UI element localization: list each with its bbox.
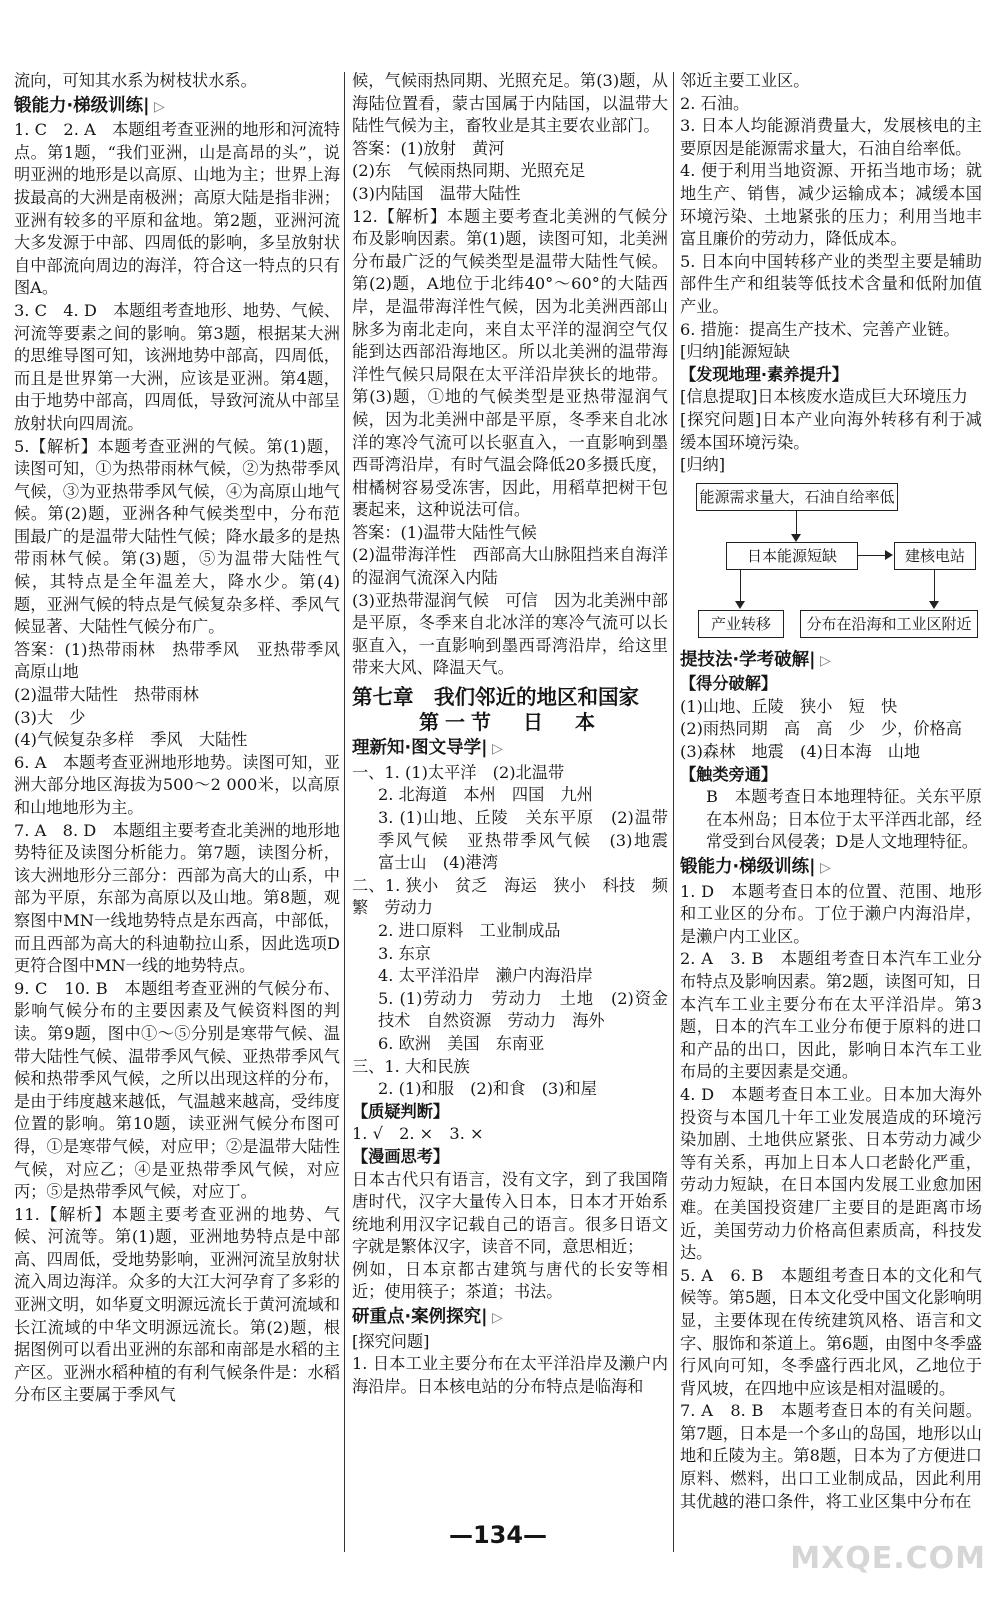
paragraph: 一、1. (1)太平洋 (2)北温带 [352,762,565,782]
column-left [14,70,357,1407]
paragraph: 6. 欧洲 美国 东南亚 [378,1033,545,1053]
paragraph: (2)温带海洋性 西部高大山脉阻挡来自海洋的湿润气流深入内陆 [352,545,668,588]
column-divider [344,72,345,1552]
paragraph: 3. C 4. D 本题组考查地形、地势、气候、河流等要素之间的影响。第3题，根据某大洲的思维导图可知，该洲地势中部高，四周低，而且是世界第一大洲，应该是亚洲。第4题，由于地势中部高，四周低，导致河流从中部呈放射状向四周流。 [14,300,340,433]
section-heading [680,856,982,880]
paragraph: B 本题考查日本地理特征。关东平原在本州岛；日本位于太平洋西北部，经常受到台风侵袭；D是人文地理特征。 [706,787,982,852]
flow-node-top: 能源需求量大，石油自给率低 [696,483,898,511]
paragraph: 4. 便于利用当地资源、开拓当地市场；就地生产、销售，减少运输成本；减缓本国环境污染、土地紧张的压力；利用当地丰富且廉价的劳动力，降低成本。 [680,161,982,249]
paragraph: 流向，可知其水系为树枝状水系。 [14,71,257,90]
paragraph: 2. (1)和服 (2)和食 (3)和屋 [378,1079,597,1099]
page-number: —134— [448,1521,548,1549]
watermark: MXQE.COM [790,1541,986,1576]
paragraph: (2)东 气候雨热同期、光照充足 [352,161,586,181]
column-right-bottom [680,649,982,1514]
bracket-heading: 【漫画思考】 [352,1146,450,1166]
paragraph: 邻近主要工业区。 [680,71,810,90]
paragraph: 3. 日本人均能源消费量大，发展核电的主要原因是能源需求量大，石油自给率低。 [680,116,982,158]
paragraph: 5.【解析】本题考查亚洲的气候。第(1)题，读图可知，①为热带雨林气候，②为热带季风气候，③为亚热带季风气候，④为高原山地气候。第(2)题，亚洲各种气候类型中，分布范围最广的是温带大陆性气候；降水最多的是热带雨林气候。第(3)题，⑤为温带大陆性气候，其特点是全年温差大，降水少。第(4)题，亚洲气候的特点是气候复杂多样、季风气候显著、大陆性气候分布广。 [14,436,340,637]
flow-connector [934,569,935,605]
paragraph: 日本古代只有语言，没有文字，到了我国隋唐时代，汉字大量传入日本，日本才开始系统地利用汉字记载自己的语言。很多日语文字就是繁体汉字，读音不同，意思相近； [352,1169,668,1257]
paragraph: (3)大 少 [14,707,86,727]
bracket-heading: 【发现地理·素养提升】 [680,364,849,384]
section-heading [680,649,982,673]
chevron-right-icon: ▷ [487,741,503,758]
chevron-right-icon: ▷ [815,652,831,669]
paragraph: 3. (1)山地、丘陵 关东平原 (2)温带季风气候 亚热带季风气候 (3)地震 富士山 (4)港湾 [378,808,685,873]
paragraph: 4. D 本题考查日本工业。日本加大海外投资与本国几十年工业发展造成的环境污染加剧、土地供应紧张、日本劳动力减少等有关系，再加上日本人口老龄化严重，劳动力短缺，在日本国内发展工业愈加困难。在美国投资建厂主要目的是距离市场近，美国劳动力价格高但素质高，科技发达。 [680,1084,982,1263]
flow-connector [740,569,741,605]
arrow-down-icon [929,601,939,609]
paragraph: 例如，日本京都古建筑与唐代的长安等相近；使用筷子；茶道；书法。 [352,1259,668,1302]
bracket-heading: 【得分破解】 [680,674,778,694]
column-right [680,70,982,1513]
paragraph: 2. 进口原料 工业制成品 [378,920,561,940]
bracket-heading: 【触类旁通】 [680,764,778,784]
section-heading-text: 理新知·图文导学| [352,738,488,759]
paragraph: (2)温带大陆性 热带雨林 [14,685,199,705]
bracket-heading: 【质疑判断】 [352,1101,450,1121]
paragraph: 答案：(1)温带大陆性气候 [352,522,537,542]
section-heading-text: 锻能力·梯级训练| [14,95,150,116]
paragraph: [归纳]能源短缺 [680,342,790,362]
paragraph: 9. C 10. B 本题组考查亚洲的气候分布、影响气候分布的主要因素及气候资料图的判读。第9题，图中①～⑤分别是寒带气候、温带大陆性气候、温带季风气候、亚热带季风气候和热带季风气候，之所以出现这样的分布，是由于纬度越来越低，气温越来越高，受纬度位置的影响。第10题，读亚洲气候分布图可得，①是寒带气候，对应甲；②是温带大陆性气候，对应乙；④是亚热带季风气候，对应丙；⑤是热带季风气候，对应丁。 [14,978,340,1202]
paragraph: [探究问题]日本产业向海外转移有利于减缓本国环境污染。 [680,409,982,452]
section-heading-text: 研重点·案例探究| [352,1307,488,1328]
section-heading [352,1306,668,1330]
paragraph: [探究问题] [352,1331,430,1351]
paragraph: (2)雨热同期 高 高 少 少，价格高 [680,719,962,739]
paragraph: 6. 措施：提高生产技术、完善产业链。 [680,319,960,339]
paragraph: (1)山地、丘陵 狭小 短 快 [680,696,898,716]
paragraph: [信息提取]日本核废水造成巨大环境压力 [680,387,968,407]
section-heading [14,95,340,119]
paragraph: 4. 太平洋沿岸 濑户内海沿岸 [378,966,593,986]
paragraph: 5. A 6. B 本题组考查日本的文化和气候等。第5题，日本文化受中国文化影响明显，主要体现在传统建筑风格、语言和文字、服饰和茶道上。第6题，由图中冬季盛行风向可知，冬季盛行西北风，乙地位于背风坡，在四地中应该是相对温暖的。 [680,1265,982,1398]
section-heading-text: 提技法·学考破解| [680,649,816,670]
paragraph: 2. A 3. B 本题组考查日本汽车工业分布特点及影响因素。第2题，读图可知，日本汽车工业主要分布在太平洋沿岸。第3题，日本的汽车工业分布便于原料的进口和产品的出口，因此，影响日本汽车工业布局的主要因素是交通。 [680,949,982,1082]
flow-node-bottom-left: 产业转移 [698,610,784,638]
paragraph: 6. A 本题考查亚洲地形地势。读图可知，亚洲大部分地区海拔为500～2 000米，以高原和山地地形为主。 [14,752,340,817]
chapter-title: 第七章 我们邻近的地区和国家 [352,685,639,710]
paragraph: 3. 东京 [378,943,431,963]
paragraph: 1. 日本工业主要分布在太平洋沿岸及濑户内海沿岸。日本核电站的分布特点是临海和 [352,1354,668,1396]
paragraph: (3)亚热带湿润气候 可信 因为北美洲中部是平原，冬季来自北冰洋的寒冷气流可以长驱直入，一直影响到墨西哥湾沿岸，给这里带来大风、降温天气。 [352,590,668,678]
flow-node-bottom-right: 分布在沿海和工业区附近 [800,610,978,638]
flow-node-right: 建核电站 [894,542,976,570]
paragraph: 答案：(1)热带雨林 热带季风 亚热带季风 高原山地 [14,639,357,682]
column-right-top [680,70,982,477]
arrow-down-icon [735,601,745,609]
column-middle [352,70,685,1398]
paragraph: 11.【解析】本题主要考查亚洲的地势、气候、河流等。第(1)题，亚洲地势特点是中部高、四周低，受地势影响，亚洲河流呈放射状流入周边海洋。众多的大江大河孕育了多彩的亚洲文明，如华夏文明源远流长于黄河流域和长江流域的中华文明源远流长。第(2)题，根据图例可以看出亚洲的东部和南部是水稻的主产区。亚洲水稻种植的有利气候条件是：水稻分布区主要属于季风气 [14,1204,340,1405]
flow-node-center: 日本能源短缺 [726,542,858,570]
paragraph: 答案：(1)放射 黄河 [352,138,505,158]
arrow-down-icon [791,534,801,542]
chevron-right-icon: ▷ [149,98,165,115]
paragraph: 7. A 8. B 本题考查日本的有关问题。第7题，日本是一个多山的岛国，地形以山地和丘陵为主。第8题，日本为了方便进口原料、燃料，出口工业制成品，因此利用其优越的港口条件，将工业区集中分布在 [680,1401,982,1511]
paragraph: 7. A 8. D 本题组主要考查北美洲的地形地势特征及读图分析能力。第7题，读图分析，该大洲地形分三部分：西部为高大的山系，中部为平原，东部为高原以及山地。第8题，观察图中MN一线地势特点是东西高，中部低，而且西部为高大的科迪勒拉山系，因此选项D更符合图中MN一线的地势特点。 [14,820,340,976]
paragraph: (3)森林 地震 (4)日本海 山地 [680,742,921,762]
section-title: 第一节 日 本 [419,709,601,734]
paragraph: 5. 日本向中国转移产业的类型主要是辅助部件生产和组装等低技术含量和低附加值产业。 [680,251,982,316]
paragraph: 1. √ 2. × 3. × [352,1124,484,1144]
summary-flowchart [680,483,982,643]
flow-connector [857,555,887,556]
chevron-right-icon: ▷ [487,1310,503,1327]
paragraph: 三、1. 大和民族 [352,1056,470,1076]
paragraph: 1. D 本题考查日本的位置、范围、地形和工业区的分布。丁位于濑户内海沿岸，是濑户内工业区。 [680,881,982,946]
paragraph: 二、1. 狭小 贫乏 海运 狭小 科技 频繁 劳动力 [352,875,668,918]
paragraph: 5. (1)劳动力 劳动力 土地 (2)资金 技术 自然资源 劳动力 海外 [378,988,685,1031]
section-heading [352,737,668,761]
paragraph: 2. 石油。 [680,93,750,113]
paragraph: (4)气候复杂多样 季风 大陆性 [14,730,248,750]
paragraph: [归纳] [680,455,726,475]
paragraph: 1. C 2. A 本题组考查亚洲的地形和河流特点。第1题，“我们亚洲，山是高昂的头”，说明亚洲的地形是以高原、山地为主；世界上海拔最高的大洲是南极洲；高原大陆是指非洲；亚洲有较多的平原和盆地。第2题，亚洲河流大多发源于中部、四周低的影响，多呈放射状自中部流向周边的海洋，符合这一特点的只有图A。 [14,120,340,298]
arrow-right-icon [885,550,893,560]
section-heading-text: 锻能力·梯级训练| [680,857,816,878]
paragraph: 候，气候雨热同期、光照充足。第(3)题，从海陆位置看，蒙古国属于内陆国，以温带大陆性气候为主，畜牧业是其主要农业部门。 [352,71,668,136]
paragraph: (3)内陆国 温带大陆性 [352,183,521,203]
chevron-right-icon: ▷ [815,860,831,877]
paragraph: 12.【解析】本题主要考查北美洲的气候分布及影响因素。第(1)题，读图可知，北美洲分布最广泛的气候类型是温带大陆性气候。第(2)题，A地位于北纬40°～60°的大陆西岸，是温带海洋性气候，因为北美洲西部山脉多为南北走向，来自太平洋的湿润空气仅能到达西部沿海地区。所以北美洲的温带海洋性气候只局限在太平洋沿岸狭长的地带。第(3)题，①地的气候类型是亚热带湿润气候，因为北美洲中部是平原，冬季来自北冰洋的寒冷气流可以长驱直入，一直影响到墨西哥湾沿岸，有时气温会降低20多摄氏度，柑橘树容易受冻害，因此，用稻草把树干包裹起来，这种说法可信。 [352,206,668,520]
column-divider [673,72,674,1552]
paragraph: 2. 北海道 本州 四国 九州 [378,785,593,805]
